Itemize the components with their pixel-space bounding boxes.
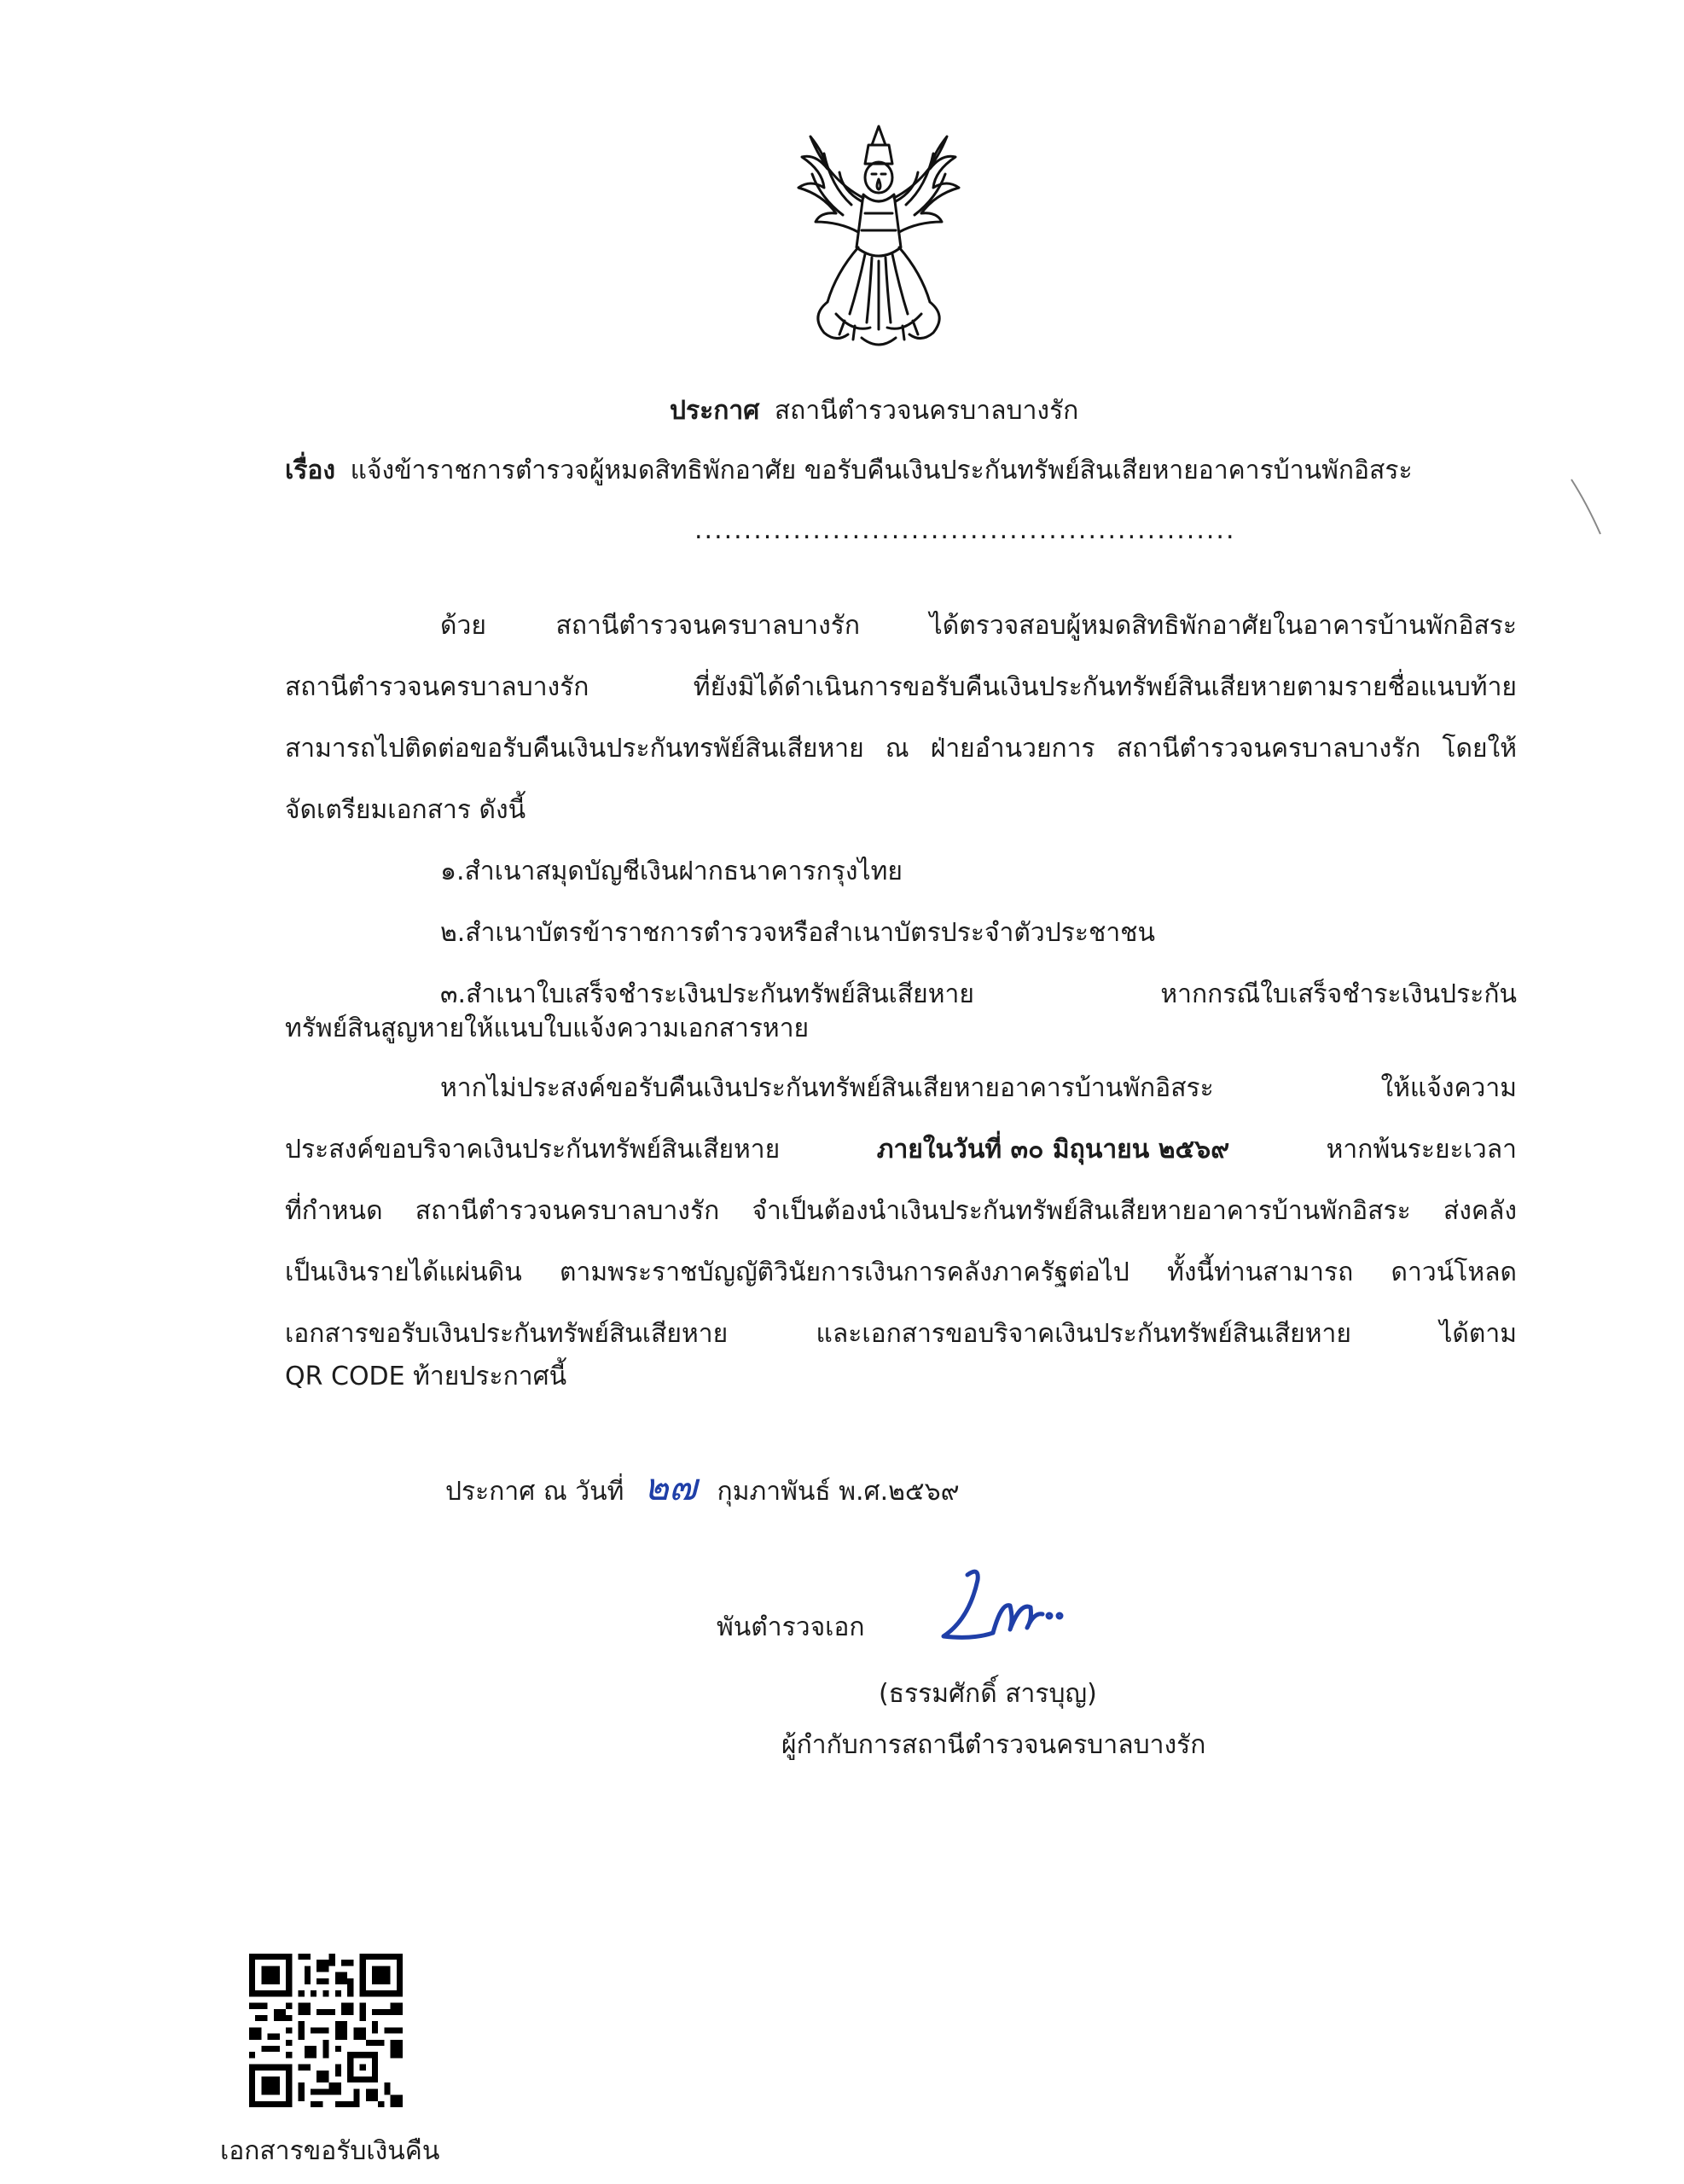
paragraph-2-line-2 (285, 1131, 1517, 1169)
handwritten-day: ๒๗ (643, 1466, 697, 1509)
paragraph-1-line-4: จัดเตรียมเอกสาร ดังนี้ (285, 795, 526, 825)
paragraph-2-line-5: เอกสารขอรับเงินประกันทรัพย์สินเสียหาย และเอกสารขอบริจาคเงินประกันทรัพย์สินเสียหาย ได้ตาม (285, 1319, 1517, 1349)
paragraph-1-line-3: สามารถไปติดต่อขอรับคืนเงินประกันทรพัย์สินเสียหาย ณ ฝ่ายอำนวยการ สถานีตำรวจนครบาลบางรัก โดยให้ (285, 734, 1517, 764)
subject-text: แจ้งข้าราชการตำรวจผู้หมดสิทธิพักอาศัย ขอรับคืนเงินประกันทรัพย์สินเสียหายอาคารบ้านพักอิสระ (350, 456, 1413, 485)
date-prefix: ประกาศ ณ วันที่ (445, 1477, 624, 1507)
announcer: สถานีตำรวจนครบาลบางรัก (774, 396, 1079, 426)
signatory-name: (ธรรมศักดิ์ สารบุญ) (879, 1679, 1097, 1709)
date-line (445, 1466, 960, 1511)
handwritten-signature (938, 1568, 1083, 1662)
paragraph-2-line-1: หากไม่ประสงค์ขอรับคืนเงินประกันทรัพย์สินเสียหายอาคารบ้านพักอิสระ ให้แจ้งความ (440, 1073, 1517, 1103)
paragraph-2-line-4: เป็นเงินรายได้แผ่นดิน ตามพระราชบัญญัติวินัยการเงินการคลังภาครัฐต่อไป ทั้งนี้ท่านสามารถ ดาวน์โหลด (285, 1258, 1517, 1287)
scan-mark (1570, 478, 1604, 537)
line-2-text-after: หากพ้นระยะเวลา (1326, 1135, 1517, 1165)
qr-code[interactable] (249, 1954, 403, 2107)
paragraph-1-line-2: สถานีตำรวจนครบาลบางรัก ที่ยังมิได้ดำเนินการขอรับคืนเงินประกันทรัพย์สินเสียหายตามรายชื่อแนบท้าย (285, 672, 1517, 702)
announce-label: ประกาศ (670, 396, 760, 426)
paragraph-2-line-6: QR CODE ท้ายประกาศนี้ (285, 1362, 567, 1391)
qr-caption: เอกสารขอรับเงินคืน (220, 2136, 440, 2166)
signatory-position: ผู้กำกับการสถานีตำรวจนครบาลบางรัก (781, 1730, 1206, 1760)
paragraph-2-line-3: ที่กำหนด สถานีตำรวจนครบาลบางรัก จำเป็นต้องนำเงินประกันทรัพย์สินเสียหายอาคารบ้านพักอิสระ ส่งคลัง (285, 1196, 1517, 1226)
deadline-text: ภายในวันที่ ๓๐ มิถุนายน ๒๕๖๙ (876, 1135, 1230, 1165)
date-month-year: กุมภาพันธ์ พ.ศ.๒๕๖๙ (717, 1477, 960, 1507)
paragraph-1-line-1: ด้วย สถานีตำรวจนครบาลบางรัก ได้ตรวจสอบผู้หมดสิทธิพักอาศัยในอาคารบ้านพักอิสระ (440, 611, 1517, 641)
line-2-text-before: ประสงค์ขอบริจาคเงินประกันทรัพย์สินเสียหาย (285, 1135, 781, 1165)
list-item-3-continuation: ทรัพย์สินสูญหายให้แนบใบแจ้งความเอกสารหาย (285, 1014, 810, 1043)
signatory-rank: พันตำรวจเอก (717, 1612, 865, 1642)
list-item-1: ๑.สำเนาสมุดบัญชีเงินฝากธนาคารกรุงไทย (440, 857, 903, 886)
garuda-emblem-icon (776, 119, 981, 358)
list-item-3: ๓.สำเนาใบเสร็จชำระเงินประกันทรัพย์สินเสียหาย หากกรณีใบเสร็จชำระเงินประกัน (440, 979, 1517, 1009)
subject-label: เรื่อง (285, 456, 336, 485)
announcement-header (670, 392, 1078, 430)
subject-line (285, 452, 1413, 490)
header-separator: ....................................................... (694, 515, 1236, 545)
list-item-2: ๒.สำเนาบัตรข้าราชการตำรวจหรือสำเนาบัตรประจำตัวประชาชน (440, 918, 1156, 948)
